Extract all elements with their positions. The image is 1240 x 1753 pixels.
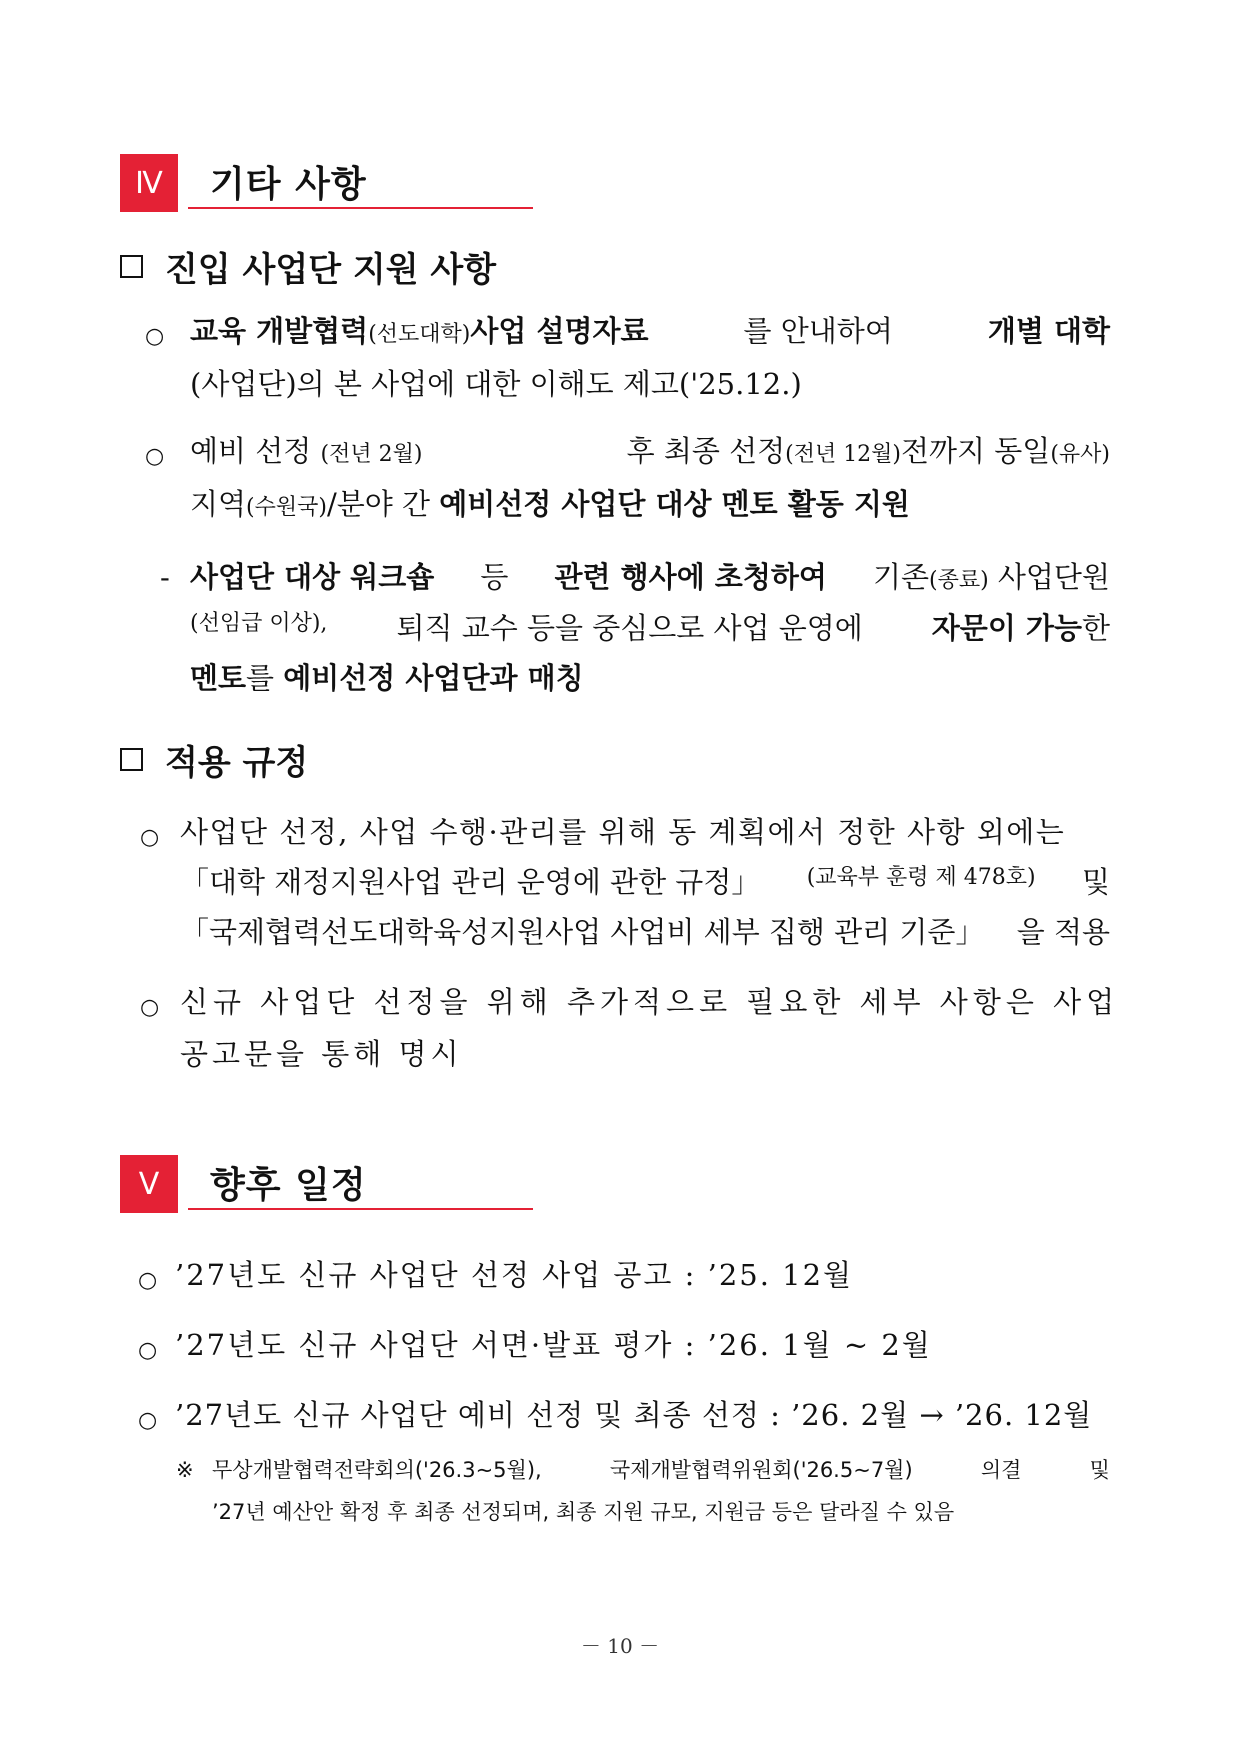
body-text: 등	[480, 560, 509, 594]
paragraph-line	[190, 487, 910, 522]
aside-text: (유사)	[1050, 442, 1110, 467]
section-number-badge: Ⅴ	[120, 1155, 178, 1213]
note-text: 국제개발협력위원회('26.5∼7월)	[609, 1458, 913, 1482]
checkbox-square-icon	[120, 748, 143, 771]
bullet-circle-icon: ○	[140, 995, 160, 1020]
body-text: 퇴직 교수 등을 중심으로 사업 운영에	[396, 611, 863, 645]
subsection-title: 진입 사업단 지원 사항	[165, 250, 497, 290]
bold-text: 관련 행사에 초청하여	[554, 560, 827, 594]
aside-text: (전년 2월)	[320, 442, 423, 467]
section-header-5	[120, 1155, 540, 1215]
bullet-circle-icon: ○	[138, 1268, 158, 1293]
body-text: 한	[1081, 611, 1110, 645]
section-number-badge: Ⅳ	[120, 154, 178, 212]
schedule-item: ’27년도 신규 사업단 선정 사업 공고 : ’25. 12월	[175, 1258, 854, 1292]
body-text: 를 안내하여	[743, 314, 893, 348]
aside-text: (선임급 이상),	[190, 611, 328, 636]
dash-bullet: -	[160, 560, 170, 594]
body-text: 후 최종 선정	[626, 434, 786, 468]
section-underline	[188, 1208, 533, 1210]
note-text: 및	[1089, 1458, 1110, 1482]
bold-text: 교육 개발협력	[190, 314, 369, 348]
section-title: 향후 일정	[210, 1165, 367, 1206]
bullet-circle-icon: ○	[145, 324, 165, 349]
body-text: 예비 선정	[190, 434, 312, 468]
paragraph-line: 신규 사업단 선정을 위해 추가적으로 필요한 세부 사항은 사업	[180, 985, 1120, 1019]
body-text: 사업단원	[997, 560, 1110, 594]
bold-text: 사업단 대상 워크숍	[190, 560, 435, 594]
body-text: 「국제협력선도대학육성지원사업 사업비 세부 집행 관리 기준」	[180, 915, 985, 949]
note-line	[212, 1458, 1110, 1483]
aside-text: (교육부 훈령 제 478호)	[806, 865, 1036, 890]
note-text: 무상개발협력전략회의('26.3∼5월),	[212, 1458, 542, 1482]
paragraph-line	[180, 915, 1110, 950]
page-number: － 10 －	[580, 1634, 660, 1658]
schedule-item: ’27년도 신규 사업단 예비 선정 및 최종 선정 : ’26. 2월 → ’26. 12월	[175, 1398, 1093, 1432]
paragraph-line	[190, 314, 1110, 349]
bold-text: 예비선정 사업단 대상 멘토 활동 지원	[439, 487, 910, 521]
body-text: 전까지 동일	[901, 434, 1051, 468]
section-underline	[188, 207, 533, 209]
bold-text: 개별 대학	[987, 314, 1110, 348]
paragraph-line	[190, 560, 1110, 595]
note-text: 의결	[980, 1458, 1022, 1482]
subsection-heading-rules	[120, 735, 308, 784]
subsection-heading-support	[120, 242, 496, 291]
checkbox-square-icon	[120, 255, 143, 278]
aside-text: (선도대학)	[368, 322, 471, 347]
bold-text: 멘토	[190, 661, 247, 695]
paragraph-line: (사업단)의 본 사업에 대한 이해도 제고('25.12.)	[190, 367, 802, 401]
aside-text: (전년 12월)	[785, 442, 902, 467]
note-line: ’27년 예산안 확정 후 최종 선정되며, 최종 지원 규모, 지원금 등은 달라질 수 있음	[212, 1500, 955, 1524]
bullet-circle-icon: ○	[138, 1408, 158, 1433]
bullet-circle-icon: ○	[140, 825, 160, 850]
body-text: 및	[1081, 865, 1110, 899]
body-text: 「대학 재정지원사업 관리 운영에 관한 규정」	[180, 865, 761, 899]
bullet-circle-icon: ○	[145, 444, 165, 469]
body-text: 지역	[190, 487, 247, 521]
section-title: 기타 사항	[210, 164, 367, 205]
bold-text: 사업 설명자료	[470, 314, 649, 348]
bold-text: 예비선정 사업단과 매칭	[283, 661, 584, 695]
aside-text: (수원국)	[246, 495, 327, 520]
body-text: /분야 간	[326, 487, 430, 521]
paragraph-line: 사업단 선정, 사업 수행·관리를 위해 동 계획에서 정한 사항 외에는	[180, 815, 1066, 849]
schedule-item: ’27년도 신규 사업단 서면·발표 평가 : ’26. 1월 ~ 2월	[175, 1328, 932, 1362]
paragraph-line	[190, 611, 1110, 646]
paragraph-line: 공고문을 통해 명시	[180, 1037, 463, 1071]
body-text: 을 적용	[1016, 915, 1110, 949]
paragraph-line	[180, 865, 1110, 900]
subsection-title: 적용 규정	[165, 743, 309, 783]
body-text: 기존	[872, 560, 930, 594]
paragraph-line	[190, 661, 584, 696]
bullet-circle-icon: ○	[138, 1338, 158, 1363]
body-text: 를	[246, 661, 275, 695]
aside-text: (종료)	[929, 568, 989, 593]
reference-mark: ※	[176, 1458, 194, 1482]
bold-text: 자문이 가능	[931, 611, 1082, 645]
section-header-4	[120, 154, 540, 214]
paragraph-line	[190, 434, 1110, 469]
